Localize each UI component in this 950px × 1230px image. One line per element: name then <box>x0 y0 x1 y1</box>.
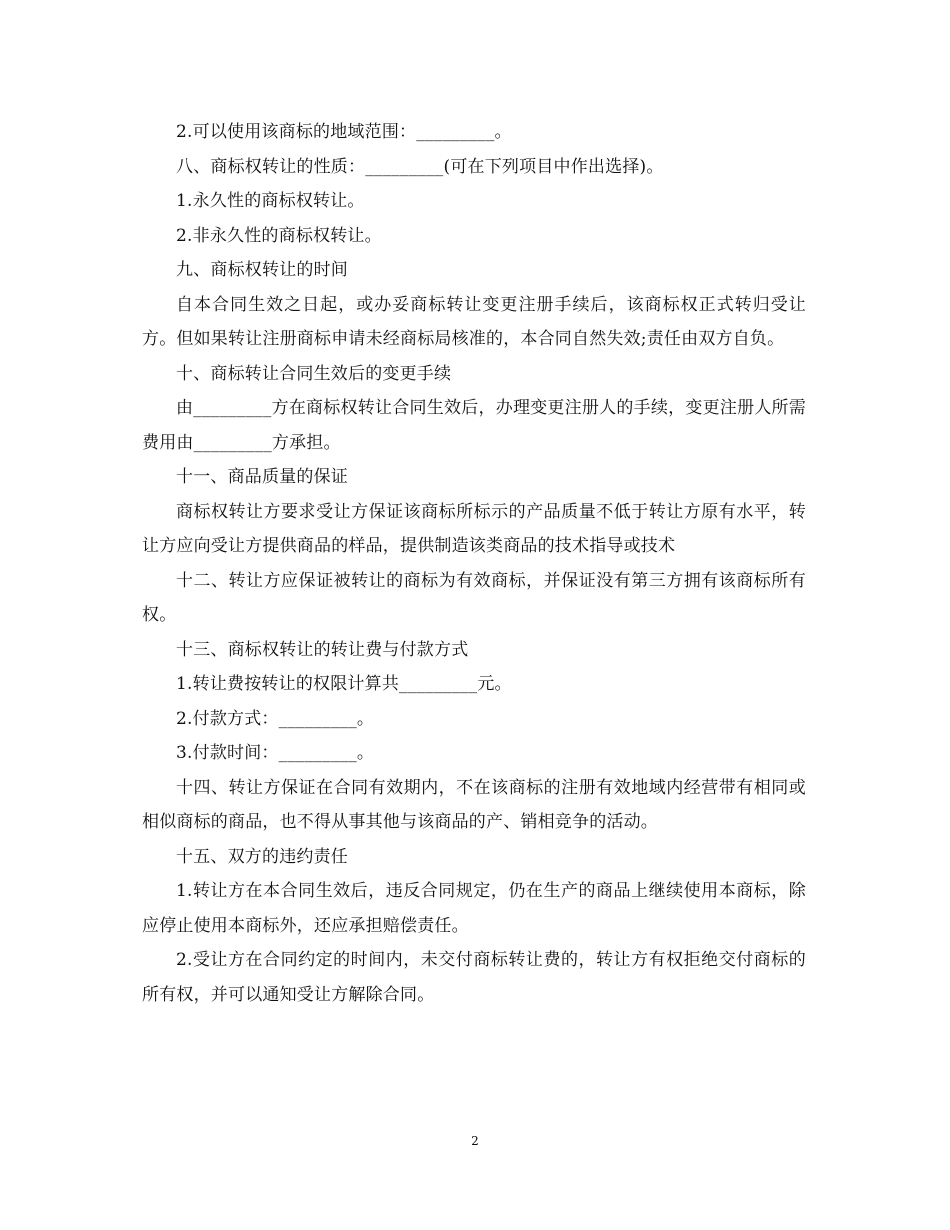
paragraph-region-scope: 2.可以使用该商标的地域范围：_________。 <box>176 122 512 142</box>
paragraph-nonpermanent-transfer: 2.非永久性的商标权转让。 <box>176 225 382 246</box>
paragraph-transfer-nature: 八、商标权转让的性质：_________(可在下列项目中作出选择)。 <box>176 156 664 177</box>
page-number: 2 <box>471 1134 479 1148</box>
paragraph-transferor-liability: 1.转让方在本合同生效后，违反合同规定，仍在生产的商品上继续使用本商标，除应停止使用本商标外，还应承担赔偿责任。 <box>142 881 806 936</box>
heading-liability: 十五、双方的违约责任 <box>176 846 348 867</box>
paragraph-non-compete: 十四、转让方保证在合同有效期内，不在该商标的注册有效地域内经营带有相同或相似商标的商品，也不得从事其他与该商品的产、销相竞争的活动。 <box>142 777 806 832</box>
document-body <box>142 115 806 1012</box>
paragraph-quality-guarantee: 商标权转让方要求受让方保证该商标所标示的产品质量不低于转让方原有水平，转让方应向受让方提供商品的样品，提供制造该类商品的技术指导或技术 <box>142 501 806 556</box>
heading-fee-payment: 十三、商标权转让的转让费与付款方式 <box>176 639 469 660</box>
heading-transfer-time: 九、商标权转让的时间 <box>176 260 348 280</box>
heading-change-procedure: 十、商标转让合同生效后的变更手续 <box>176 363 452 384</box>
paragraph-change-procedure: 由_________方在商标权转让合同生效后，办理变更注册人的手续，变更注册人所需费用由_________方承担。 <box>142 398 806 453</box>
heading-quality-guarantee: 十一、商品质量的保证 <box>176 467 348 487</box>
paragraph-valid-trademark: 十二、转让方应保证被转让的商标为有效商标，并保证没有第三方拥有该商标所有权。 <box>142 570 806 625</box>
paragraph-fee-amount: 1.转让费按转让的权限计算共_________元。 <box>176 674 512 694</box>
paragraph-transfer-time: 自本合同生效之日起，或办妥商标转让变更注册手续后，该商标权正式转归受让方。但如果转让注册商标申请未经商标局核准的，本合同自然失效;责任由双方自负。 <box>142 294 806 349</box>
paragraph-payment-method: 2.付款方式：_________。 <box>176 708 375 729</box>
paragraph-transferee-liability: 2.受让方在合同约定的时间内，未交付商标转让费的，转让方有权拒绝交付商标的所有权，并可以通知受让方解除合同。 <box>142 950 806 1005</box>
paragraph-permanent-transfer: 1.永久性的商标权转让。 <box>176 191 365 211</box>
paragraph-payment-time: 3.付款时间：_________。 <box>176 743 375 763</box>
